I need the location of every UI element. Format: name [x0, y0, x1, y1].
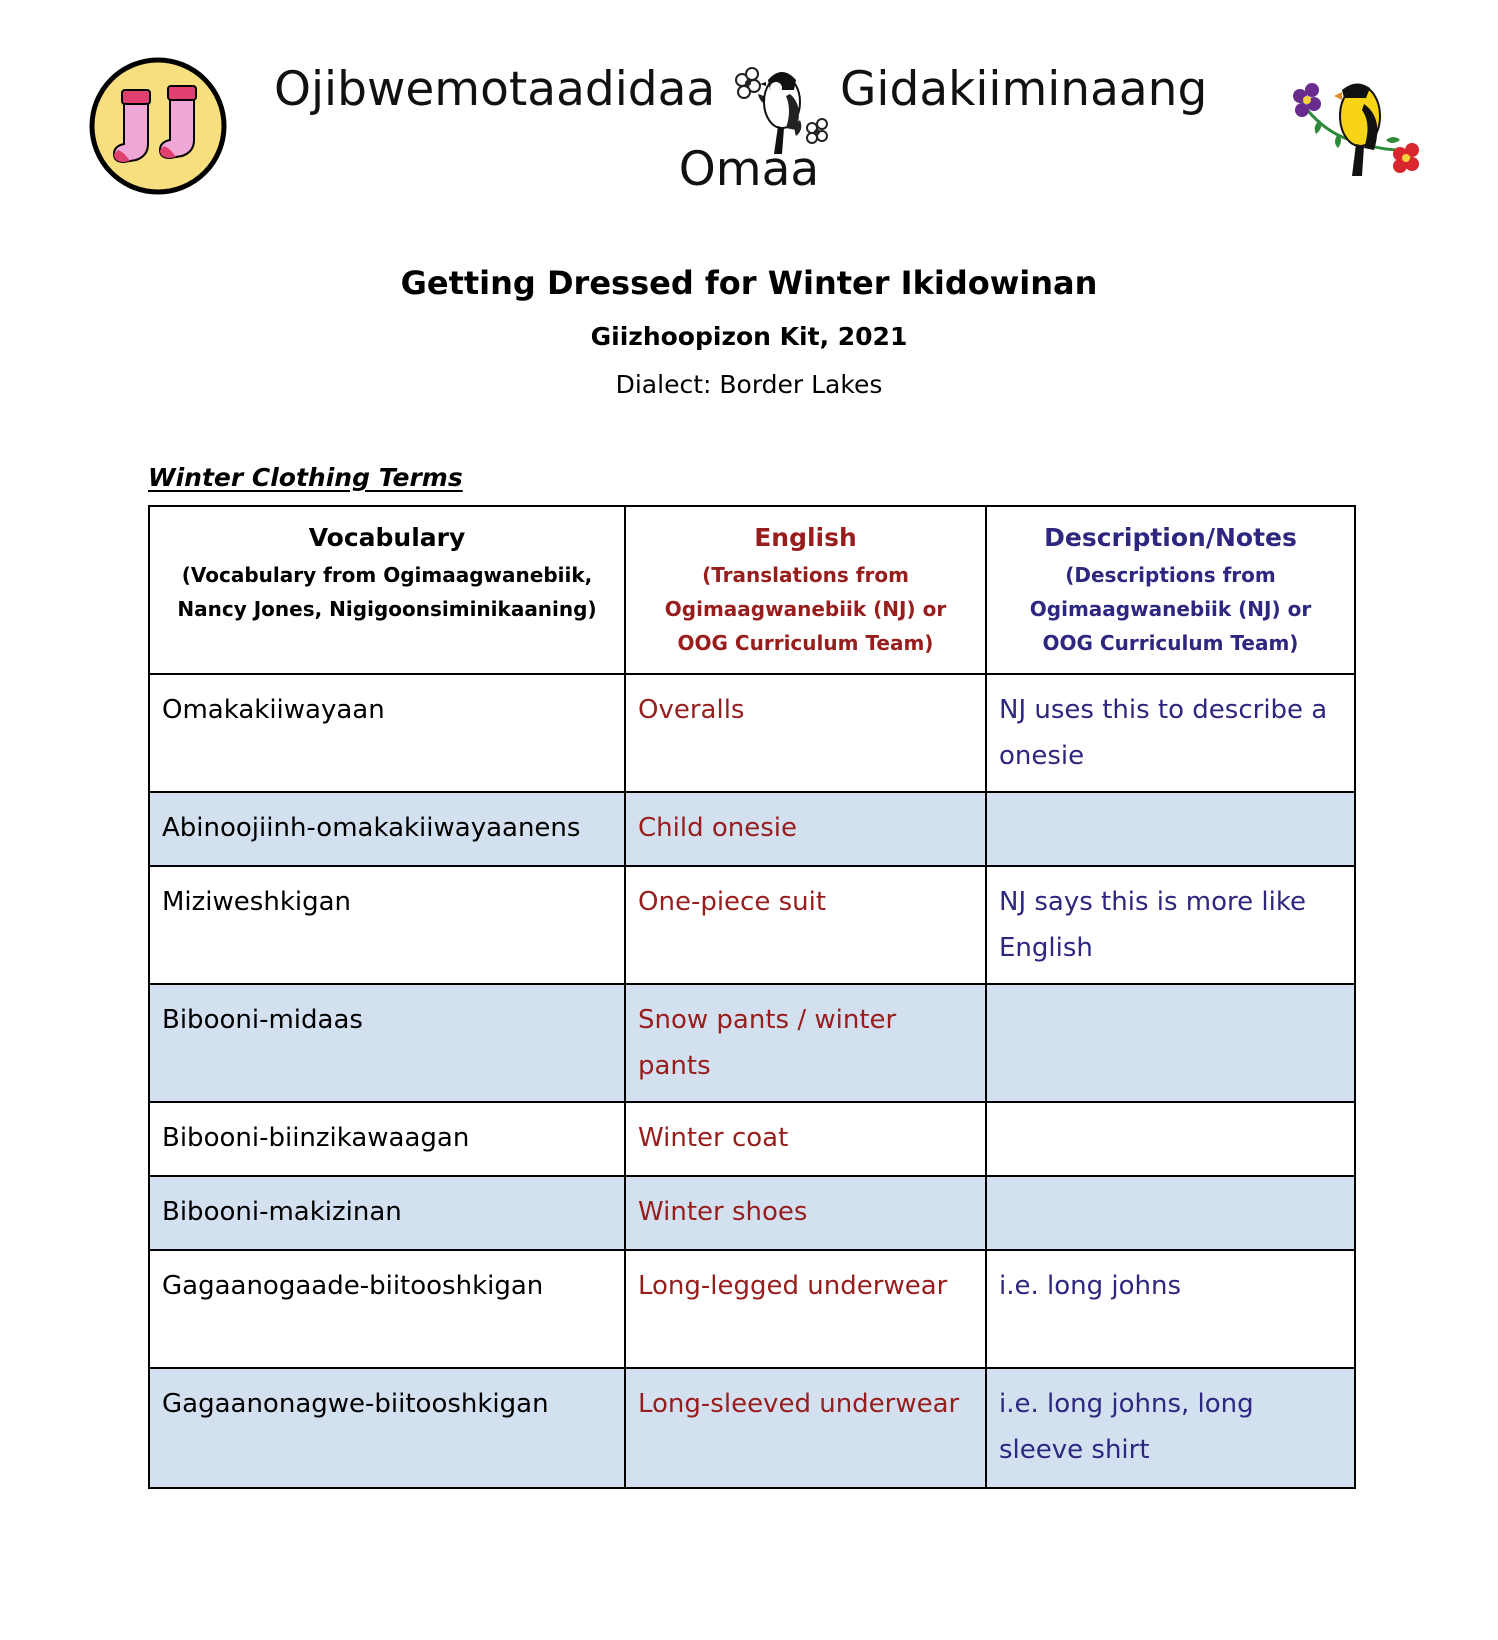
table-header-row [149, 506, 1355, 674]
header-notes-title: Description/Notes [1044, 523, 1297, 552]
document-subtitle: Giizhoopizon Kit, 2021 [590, 322, 908, 351]
table-row [149, 1368, 1355, 1488]
notes-cell [986, 792, 1355, 866]
vocab-cell: Gagaanogaade-biitooshkigan [149, 1250, 625, 1368]
header-notes-sub1: (Descriptions from [1065, 563, 1276, 587]
notes-cell [986, 1102, 1355, 1176]
header-vocabulary-sub1: (Vocabulary from Ogimaagwanebiik, [181, 563, 593, 587]
table-row [149, 1102, 1355, 1176]
english-cell: Winter shoes [625, 1176, 986, 1250]
header-title-right: Gidakiiminaang [840, 62, 1208, 117]
vocabulary-table [148, 505, 1356, 1489]
vocab-cell: Omakakiiwayaan [149, 674, 625, 792]
vocab-cell: Gagaanonagwe-biitooshkigan [149, 1368, 625, 1488]
header-english-sub1: (Translations from [702, 563, 909, 587]
english-cell: Long-sleeved underwear [625, 1368, 986, 1488]
section-label: Winter Clothing Terms [148, 463, 463, 492]
document-dialect: Dialect: Border Lakes [615, 370, 883, 399]
vocab-cell: Bibooni-biinzikawaagan [149, 1102, 625, 1176]
table-row [149, 866, 1355, 984]
table-row [149, 1176, 1355, 1250]
notes-cell: i.e. long johns, long sleeve shirt [986, 1368, 1355, 1488]
header-title-left: Ojibwemotaadidaa [274, 62, 716, 117]
header-notes [986, 506, 1355, 674]
header-title-bottom: Omaa [678, 142, 820, 197]
header-vocabulary-sub2: Nancy Jones, Nigigoonsiminikaaning) [177, 597, 597, 621]
notes-cell: NJ uses this to describe a onesie [986, 674, 1355, 792]
table-row [149, 674, 1355, 792]
table-row [149, 1250, 1355, 1368]
header-english-title: English [754, 523, 857, 552]
document-title: Getting Dressed for Winter Ikidowinan [400, 264, 1098, 302]
header-english [625, 506, 986, 674]
vocab-cell: Abinoojiinh-omakakiiwayaanens [149, 792, 625, 866]
english-cell: Snow pants / winter pants [625, 984, 986, 1102]
english-cell: Child onesie [625, 792, 986, 866]
english-cell: Overalls [625, 674, 986, 792]
goldfinch-flowers-icon [1290, 60, 1420, 190]
vocab-cell: Bibooni-midaas [149, 984, 625, 1102]
english-cell: One-piece suit [625, 866, 986, 984]
header-vocabulary-title: Vocabulary [308, 523, 466, 552]
english-cell: Winter coat [625, 1102, 986, 1176]
notes-cell [986, 984, 1355, 1102]
header-notes-sub2: Ogimaagwanebiik (NJ) or [1029, 597, 1312, 621]
header-notes-sub3: OOG Curriculum Team) [1042, 631, 1299, 655]
table-row [149, 984, 1355, 1102]
header-english-sub2: Ogimaagwanebiik (NJ) or [664, 597, 947, 621]
vocab-cell: Miziweshkigan [149, 866, 625, 984]
notes-cell: NJ says this is more like English [986, 866, 1355, 984]
header-vocabulary [149, 506, 625, 674]
vocab-cell: Bibooni-makizinan [149, 1176, 625, 1250]
english-cell: Long-legged underwear [625, 1250, 986, 1368]
notes-cell [986, 1176, 1355, 1250]
header-english-sub3: OOG Curriculum Team) [677, 631, 934, 655]
table-row [149, 792, 1355, 866]
notes-cell: i.e. long johns [986, 1250, 1355, 1368]
